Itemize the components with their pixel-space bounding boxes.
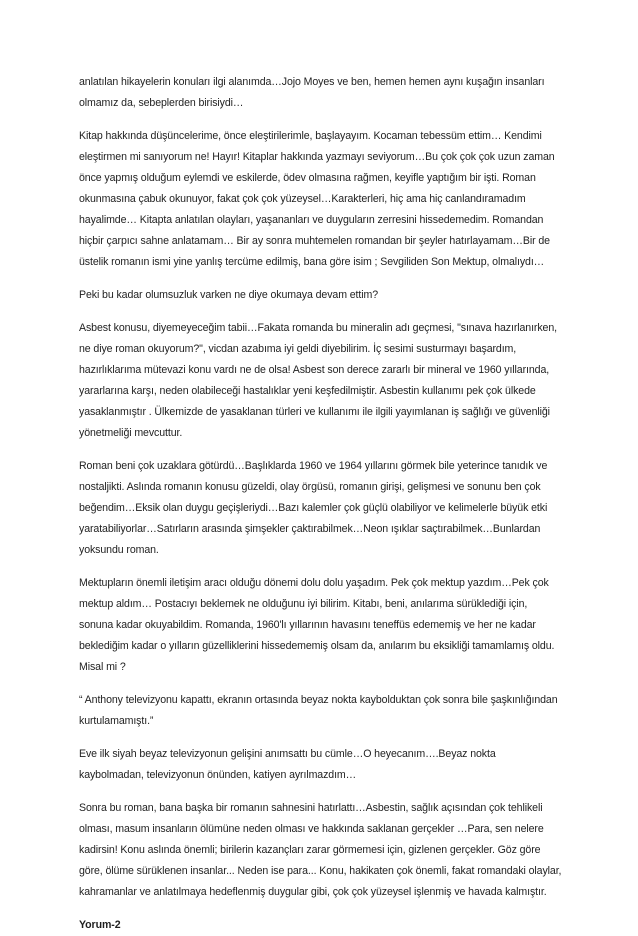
paragraph-intro-continued: anlatılan hikayelerin konuları ilgi alanımda…Jojo Moyes ve ben, hemen hemen aynı kuşağın insanları olmamız da, sebeplerden birisiydi…	[79, 76, 545, 109]
paragraph-asbestos: Asbest konusu, diyemeyeceğim tabii…Fakata romanda bu mineralin adı geçmesi, "sınava hazırlanırken, ne diye roman okuyorum?", vicdan azabıma iyi geldi diyebilirim. İç sesimi susturmayı başardım, hazırlıklarıma mütevazi konu vardı ne de olsa! Asbest son derece zararlı bir mineral ve 1960 yıllarında, yararlarına karşı, neden olabileceği hastalıklar yeni keşfedilmiştir. Asbestin kullanımı pek çok ülkede yasaklanmıştır . Ülkemizde de yasaklanan türleri ve kullanımı ile ilgili yayımlanan iş sağlığı ve güvenliği yönetmeliği mevcuttur.	[79, 322, 557, 439]
document-page	[79, 72, 563, 936]
paragraph-nostalgia: Roman beni çok uzaklara götürdü…Başlıklarda 1960 ve 1964 yıllarını görmek bile yeterince tanıdık ve nostaljikti. Aslında romanın konusu güzeldi, olay örgüsü, romanın girişi, gelişmesi ve sonunu ben çok beğendim…Eksik olan duygu geçişleriydi…Bazı kalemler çok güçlü olabiliyor ve kelimelerle büyük etki yaratabiliyorlar…Satırların arasında şimşekler çaktırabilmek…Neon ışıklar saçtırabilmek…Bunlardan yoksundu roman.	[79, 460, 548, 556]
paragraph-letters: Mektupların önemli iletişim aracı olduğu dönemi dolu dolu yaşadım. Pek çok mektup yazdım…Pek çok mektup aldım… Postacıyı beklemek ne olduğunu iyi bilirim. Kitabı, beni, anılarıma sürüklediği için, sonuna kadar okuyabildim. Romanda, 1960'lı yıllarının havasını teneffüs edememiş ve her ne kadar beklediğim kadar o yılların güzelliklerini hissedememiş olsam da, anılarım bu eksikliği tamamlamış oldu. Misal mi ?	[79, 577, 555, 673]
paragraph-conclusion: Sonra bu roman, bana başka bir romanın sahnesini hatırlattı…Asbestin, sağlık açısından çok tehlikeli olması, masum insanların ölümüne neden olması ve hakkında saklanan gerçekler …Para, sen nelere kadirsin! Konu aslında önemli; birilerin kazançları zarar görmemesi için, gizlenen gerçekler. Göz göre göre, ölüme sürüklenen insanlar... Neden ise para... Konu, hakikaten çok önemli, fakat romandaki olaylar, kahramanlar ve anlatılmaya hedeflenmiş duygular gibi, çok çok yüzeysel işlenmiş ve havada kalmıştır.	[79, 802, 562, 898]
paragraph-question: Peki bu kadar olumsuzluk varken ne diye okumaya devam ettim?	[79, 289, 379, 301]
paragraph-television: Eve ilk siyah beyaz televizyonun gelişini anımsattı bu cümle…O heyecanım….Beyaz nokta kaybolmadan, televizyonun önünden, katiyen ayrılmazdım…	[79, 748, 496, 781]
closing-heading: Yorum-2	[79, 919, 121, 931]
paragraph-critique: Kitap hakkında düşüncelerime, önce eleştirilerimle, başlayayım. Kocaman tebessüm ettim… Kendimi eleştirmen mi sanıyorum ne! Hayır! Kitaplar hakkında yazmayı seviyorum…Bu çok çok çok uzun zaman önce yapmış olduğum eylemdi ve eskilerde, ödev olmasına rağmen, keyifle yaptığım bir işti. Roman okunmasına çabuk okunuyor, fakat çok çok yüzeysel…Karakterleri, hiç ama hiç canlandıramadım hayalimde… Kitapta anlatılan olayları, yaşananları ve duyguların zerresini hissedemedim. Romandan hiçbir çarpıcı sahne anlatamam… Bir ay sonra muhtemelen romandan bir şeyler hatırlayamam…Bir de üstelik romanın ismi yine yanlış tercüme edilmiş, bana göre isim ; Sevgiliden Son Mektup, olmalıydı…	[79, 130, 555, 268]
paragraph-quote: “ Anthony televizyonu kapattı, ekranın ortasında beyaz nokta kaybolduktan çok sonra bile şaşkınlığından kurtulamamıştı.”	[79, 694, 558, 727]
